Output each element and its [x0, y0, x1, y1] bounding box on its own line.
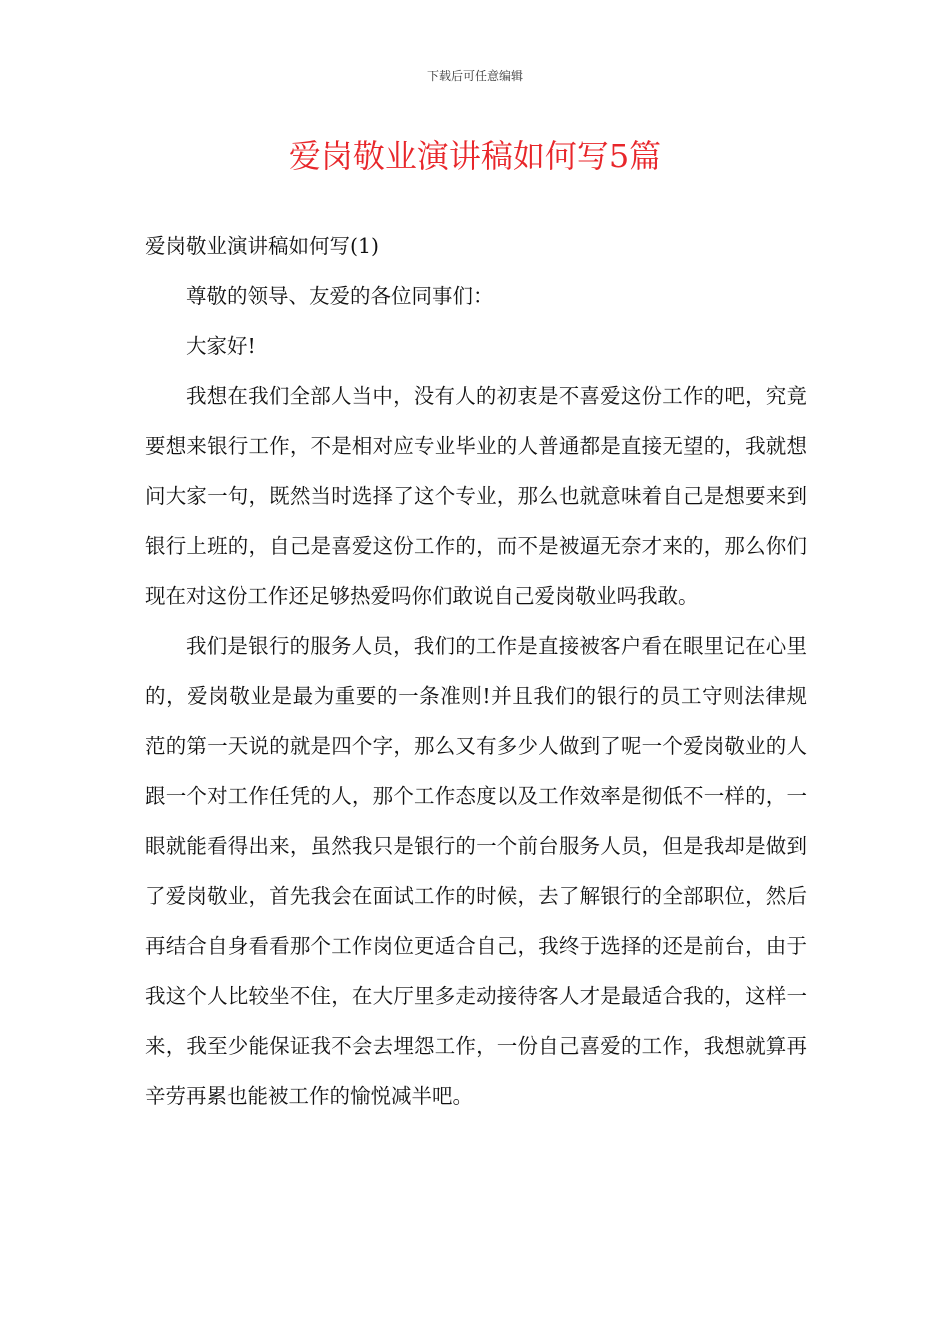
paragraph-1: 我想在我们全部人当中，没有人的初衷是不喜爱这份工作的吧，究竟要想来银行工作，不是相对应专业毕业的人普通都是直接无望的，我就想问大家一句，既然当时选择了这个专业，那么也就意味着自己是想要来到银行上班的，自己是喜爱这份工作的，而不是被逼无奈才来的，那么你们现在对这份工作还足够热爱吗你们敢说自己爱岗敬业吗我敢。: [145, 384, 807, 608]
header-note: 下载后可任意编辑: [426, 69, 523, 83]
paragraph-greeting: 尊敬的领导、友爱的各位同事们：: [186, 284, 494, 308]
document-title: 爱岗敬业演讲稿如何写5篇: [288, 137, 662, 175]
paragraph-hello: 大家好!: [186, 334, 256, 358]
section-heading: 爱岗敬业演讲稿如何写(1): [145, 234, 380, 258]
paragraph-2: 我们是银行的服务人员，我们的工作是直接被客户看在眼里记在心里的，爱岗敬业是最为重要的一条准则!并且我们的银行的员工守则法律规范的第一天说的就是四个字，那么又有多少人做到了呢一个爱岗敬业的人跟一个对工作任凭的人，那个工作态度以及工作效率是彻低不一样的，一眼就能看得出来，虽然我只是银行的一个前台服务人员，但是我却是做到了爱岗敬业，首先我会在面试工作的时候，去了解银行的全部职位，然后再结合自身看看那个工作岗位更适合自己，我终于选择的还是前台，由于我这个人比较坐不住，在大厅里多走动接待客人才是最适合我的，这样一来，我至少能保证我不会去埋怨工作，一份自己喜爱的工作，我想就算再辛劳再累也能被工作的愉悦减半吧。: [145, 634, 807, 1108]
document-body: [145, 221, 807, 1121]
